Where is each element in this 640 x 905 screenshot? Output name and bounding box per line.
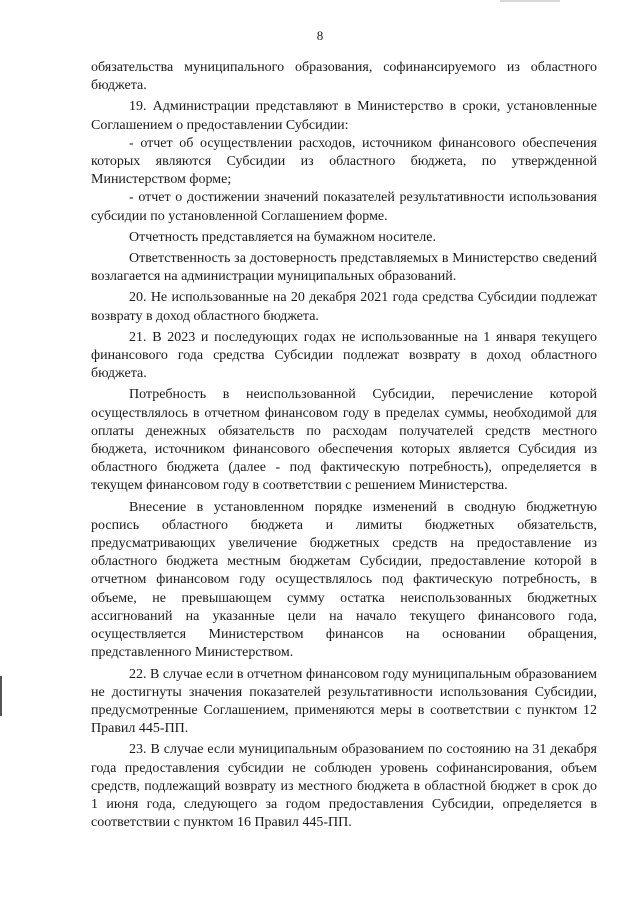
paragraph-budget-changes: Внесение в установленном порядке изменений в сводную бюджетную роспись областного бюджета и лимиты бюджетных обязательств, предусматривающих увеличение бюджетных средств на предоставление из областного бюджета местным бюджетам Субсидии, предоставление которой в отчетном финансовом году осуществлялось под фактическую потребность, в объеме, не превышающем сумму остатка неиспользованных бюджетных ассигнований на указанные цели на начало текущего финансового года, осуществляется Министерством финансов на основании обращения, представленного Министерством.: [91, 499, 597, 661]
paragraph-19-item-2: - отчет о достижении значений показателей результативности использования субсидии по установленной Соглашением форме.: [91, 190, 597, 224]
paragraph-continuation: обязательства муниципального образования, софинансируемого из областного бюджета.: [91, 60, 597, 94]
paragraph-19-item-1: - отчет об осуществлении расходов, источником финансового обеспечения которых являются Субсидии из областного бюджета, по утвержденной Министерством форме;: [91, 135, 597, 188]
document-body: [91, 59, 597, 832]
paragraph-responsibility: Ответственность за достоверность представляемых в Министерство сведений возлагается на администрации муниципальных образований.: [91, 251, 597, 285]
paragraph-19: 19. Администрации представляют в Министерство в сроки, установленные Соглашением о предоставлении Субсидии:: [91, 99, 597, 133]
paragraph-reporting-format: Отчетность представляется на бумажном носителе.: [129, 229, 436, 245]
scan-edge-mark: [0, 676, 2, 716]
paragraph-need: Потребность в неиспользованной Субсидии, перечисление которой осуществлялось в отчетном финансовом году в пределах суммы, необходимой для оплаты денежных обязательств по расходам получателей средств местного бюджета, источником финансового обеспечения которых является Субсидия из областного бюджета (далее - под фактическую потребность), определяется в текущем финансовом году в соответствии с решением Министерства.: [91, 387, 597, 494]
paragraph-23: 23. В случае если муниципальным образованием по состоянию на 31 декабря года предоставления субсидии не соблюден уровень софинансирования, объем средств, подлежащий возврату из местного бюджета в областной бюджет в срок до 1 июня года, следующего за годом предоставления Субсидии, определяется в соответствии с пунктом 16 Правил 445-ПП.: [91, 742, 597, 831]
page-number: 8: [316, 28, 324, 43]
paragraph-22: 22. В случае если в отчетном финансовом году муниципальным образованием не достигнуты значения показателей результативности использования Субсидии, предусмотренные Соглашением, применяются меры в соответствии с пунктом 12 Правил 445-ПП.: [91, 666, 597, 737]
paragraph-20: 20. Не использованные на 20 декабря 2021 года средства Субсидии подлежат возврату в доход областного бюджета.: [91, 290, 597, 324]
paragraph-21: 21. В 2023 и последующих годах не использованные на 1 января текущего финансового года средства Субсидии подлежат возврату в доход областного бюджета.: [91, 329, 597, 382]
scan-artifact: [500, 0, 560, 2]
